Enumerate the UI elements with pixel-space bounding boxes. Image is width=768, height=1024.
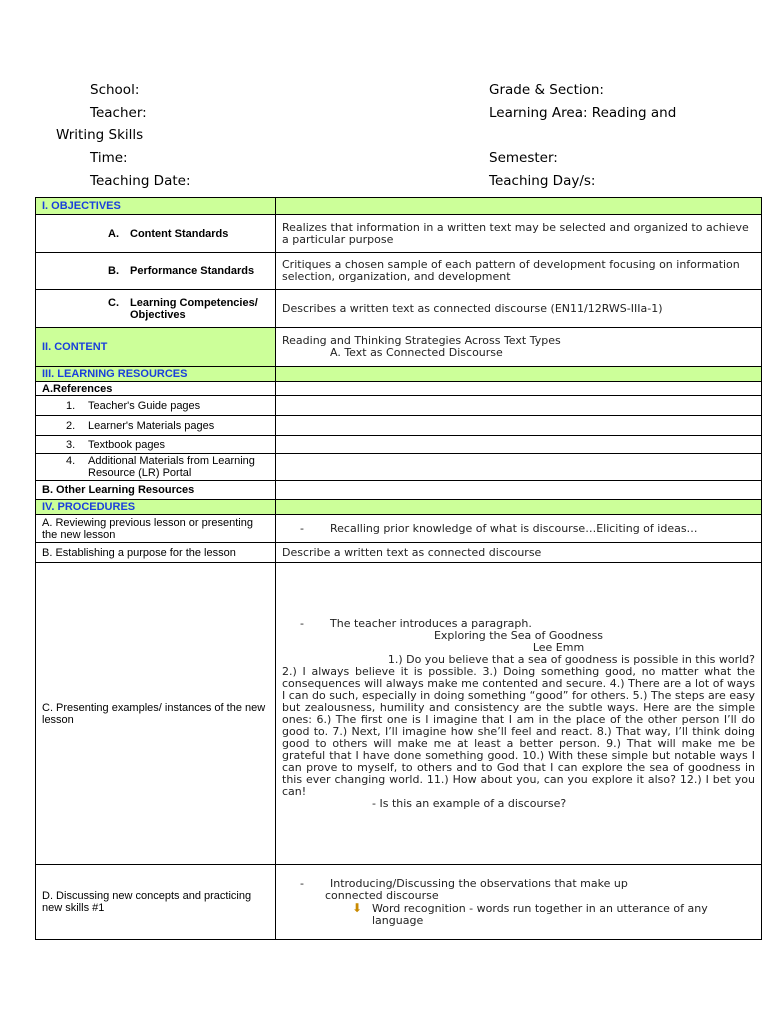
story-first-line: 1.) Do you believe that a sea of goodness is possible in this world?	[387, 652, 755, 666]
content-standards-text: Realizes that information in a written text may be selected and organized to achieve a particular purpose	[276, 215, 762, 253]
procedure-c-intro: The teacher introduces a paragraph.	[330, 616, 532, 630]
resource-item: 2. Learner's Materials pages	[66, 419, 215, 432]
bullet-text: Word recognition - words run together in an utterance of any	[372, 901, 708, 915]
references-label: A.References	[36, 382, 276, 396]
resources-section-row	[36, 367, 762, 382]
school-label: School:	[90, 82, 140, 98]
content-heading: II. CONTENT	[36, 328, 276, 367]
procedure-b-label: B. Establishing a purpose for the lesson	[36, 543, 276, 563]
performance-standards-label: B. Performance Standards	[108, 265, 255, 277]
bullet-text-cont: language	[372, 913, 424, 927]
content-line-2: A. Text as Connected Discourse	[330, 346, 503, 359]
resource-item-row	[36, 454, 762, 481]
story-author: Lee Emm	[532, 640, 585, 654]
content-standards-label: A. Content Standards	[108, 227, 229, 240]
references-row	[36, 382, 762, 396]
procedures-heading: IV. PROCEDURES	[36, 500, 276, 515]
learning-area-continued: Writing Skills	[56, 127, 144, 143]
grade-section-label: Grade & Section:	[489, 82, 604, 98]
resource-item-row	[36, 396, 762, 416]
resource-item-row	[36, 416, 762, 436]
lesson-plan-table	[35, 197, 762, 940]
procedure-d-line-1: Introducing/Discussing the observations that make up	[330, 876, 628, 890]
competencies-text: Describes a written text as connected discourse (EN11/12RWS-IIIa-1)	[276, 290, 762, 328]
teacher-label: Teacher:	[90, 105, 147, 121]
story-body: 2.) I always believe it is possible. 3.) Doing something good, no matter what the consequences will always make me contented and secure. 4.) There are a lot of ways I can do such, especially in doing something “good” for others. 5.) The steps are easy but zealousness, humility and consistency are the subtle ways. Here are the simple ones: 6.) The first one is I imagine that I am in the place of the other person I’ll do good to. 7.) Next, I’ll imagine how she’ll feel and react. 8.) That way, I’ll think doing good to others will make me at least a better person. 9.) That will make me be grateful that I have done something good. 10.) With these simple but notable ways I can prove to myself, to others and to God that I can explore the sea of goodness in this ever changing world. 11.) How about you, can you explore it also? 12.) I bet you can!	[282, 664, 755, 798]
resource-item: 3. Textbook pages	[66, 438, 166, 451]
procedure-a-text: Recalling prior knowledge of what is discourse…Eliciting of ideas…	[330, 521, 698, 535]
procedures-heading-empty	[276, 500, 762, 515]
story-title: Exploring the Sea of Goodness	[433, 628, 604, 642]
other-resources-label: B. Other Learning Resources	[36, 481, 276, 500]
procedures-section-row	[36, 500, 762, 515]
procedure-c-label: C. Presenting examples/ instances of the new lesson	[36, 563, 276, 865]
discourse-question: - Is this an example of a discourse?	[372, 796, 567, 810]
content-line-1: Reading and Thinking Strategies Across Text Types	[282, 334, 561, 347]
procedure-b-text: Describe a written text as connected discourse	[276, 543, 762, 563]
content-section-row	[36, 328, 762, 367]
resources-heading-empty	[276, 367, 762, 382]
semester-label: Semester:	[489, 150, 558, 166]
procedure-d-label: D. Discussing new concepts and practicing new skills #1	[36, 865, 276, 940]
resources-heading: III. LEARNING RESOURCES	[36, 367, 276, 382]
resource-item: 4. Additional Materials from Learning Resource (LR) Portal	[66, 455, 255, 479]
teaching-date-label: Teaching Date:	[90, 173, 191, 189]
objectives-heading-empty	[276, 198, 762, 215]
resource-item-row	[36, 436, 762, 454]
teaching-days-label: Teaching Day/s:	[489, 173, 596, 189]
content-standards-row	[36, 215, 762, 253]
procedure-b-row	[36, 543, 762, 563]
competencies-label: C. Learning Competencies/ Objectives	[108, 296, 258, 321]
down-arrow-bullet-icon: ⬇	[352, 900, 363, 915]
objectives-heading: I. OBJECTIVES	[36, 198, 276, 215]
time-label: Time:	[90, 150, 128, 166]
performance-standards-row	[36, 253, 762, 290]
other-resources-row	[36, 481, 762, 500]
competencies-row	[36, 290, 762, 328]
procedure-a-row: A. Reviewing previous lesson or presenting the new lesson - Recalling prior knowledge of what is discourse…Eliciting of ideas…	[36, 515, 762, 543]
procedure-c-row: C. Presenting examples/ instances of the new lesson - The teacher introduces a paragraph. Exploring the Sea of Goodness Lee Emm 1.) Do you believe that a sea of goodness is possible in this world? 2.) I always believe it is possible. 3.) Doing something good, no matter what the consequences will always make me contented and secure. 4.) There are a lot of ways I can do such, especially in doing something “good” for others. 5.) The steps are easy but zealousness, humility and consistency are the subtle ways. Here are the simple ones: 6.) The first one is I imagine that I am in the place of the other person I’ll do good to. 7.) Next, I’ll imagine how she’ll feel and react. 8.) That way, I’ll think doing good to others will make me at least a better person. 9.) That will make me be grateful that I have done something good. 10.) With these simple but notable ways I can prove to myself, to others and to God that I can explore the sea of goodness in this ever changing world. 11.) How about you, can you explore it also? 12.) I bet you can! - Is this an example of a discourse?	[36, 563, 762, 865]
performance-standards-text: Critiques a chosen sample of each pattern of development focusing on information selection, organization, and development	[276, 253, 762, 290]
procedure-a-label: A. Reviewing previous lesson or presenting the new lesson	[36, 515, 276, 543]
objectives-section-row	[36, 198, 762, 215]
resource-item: 1. Teacher's Guide pages	[66, 399, 201, 412]
procedure-d-line-2: connected discourse	[325, 888, 439, 902]
procedure-d-row: D. Discussing new concepts and practicing new skills #1 - Introducing/Discussing the observations that make up connected discourse ⬇ Word recognition - words run together in an utterance of any language	[36, 865, 762, 940]
learning-area-label: Learning Area: Reading and	[489, 105, 677, 121]
